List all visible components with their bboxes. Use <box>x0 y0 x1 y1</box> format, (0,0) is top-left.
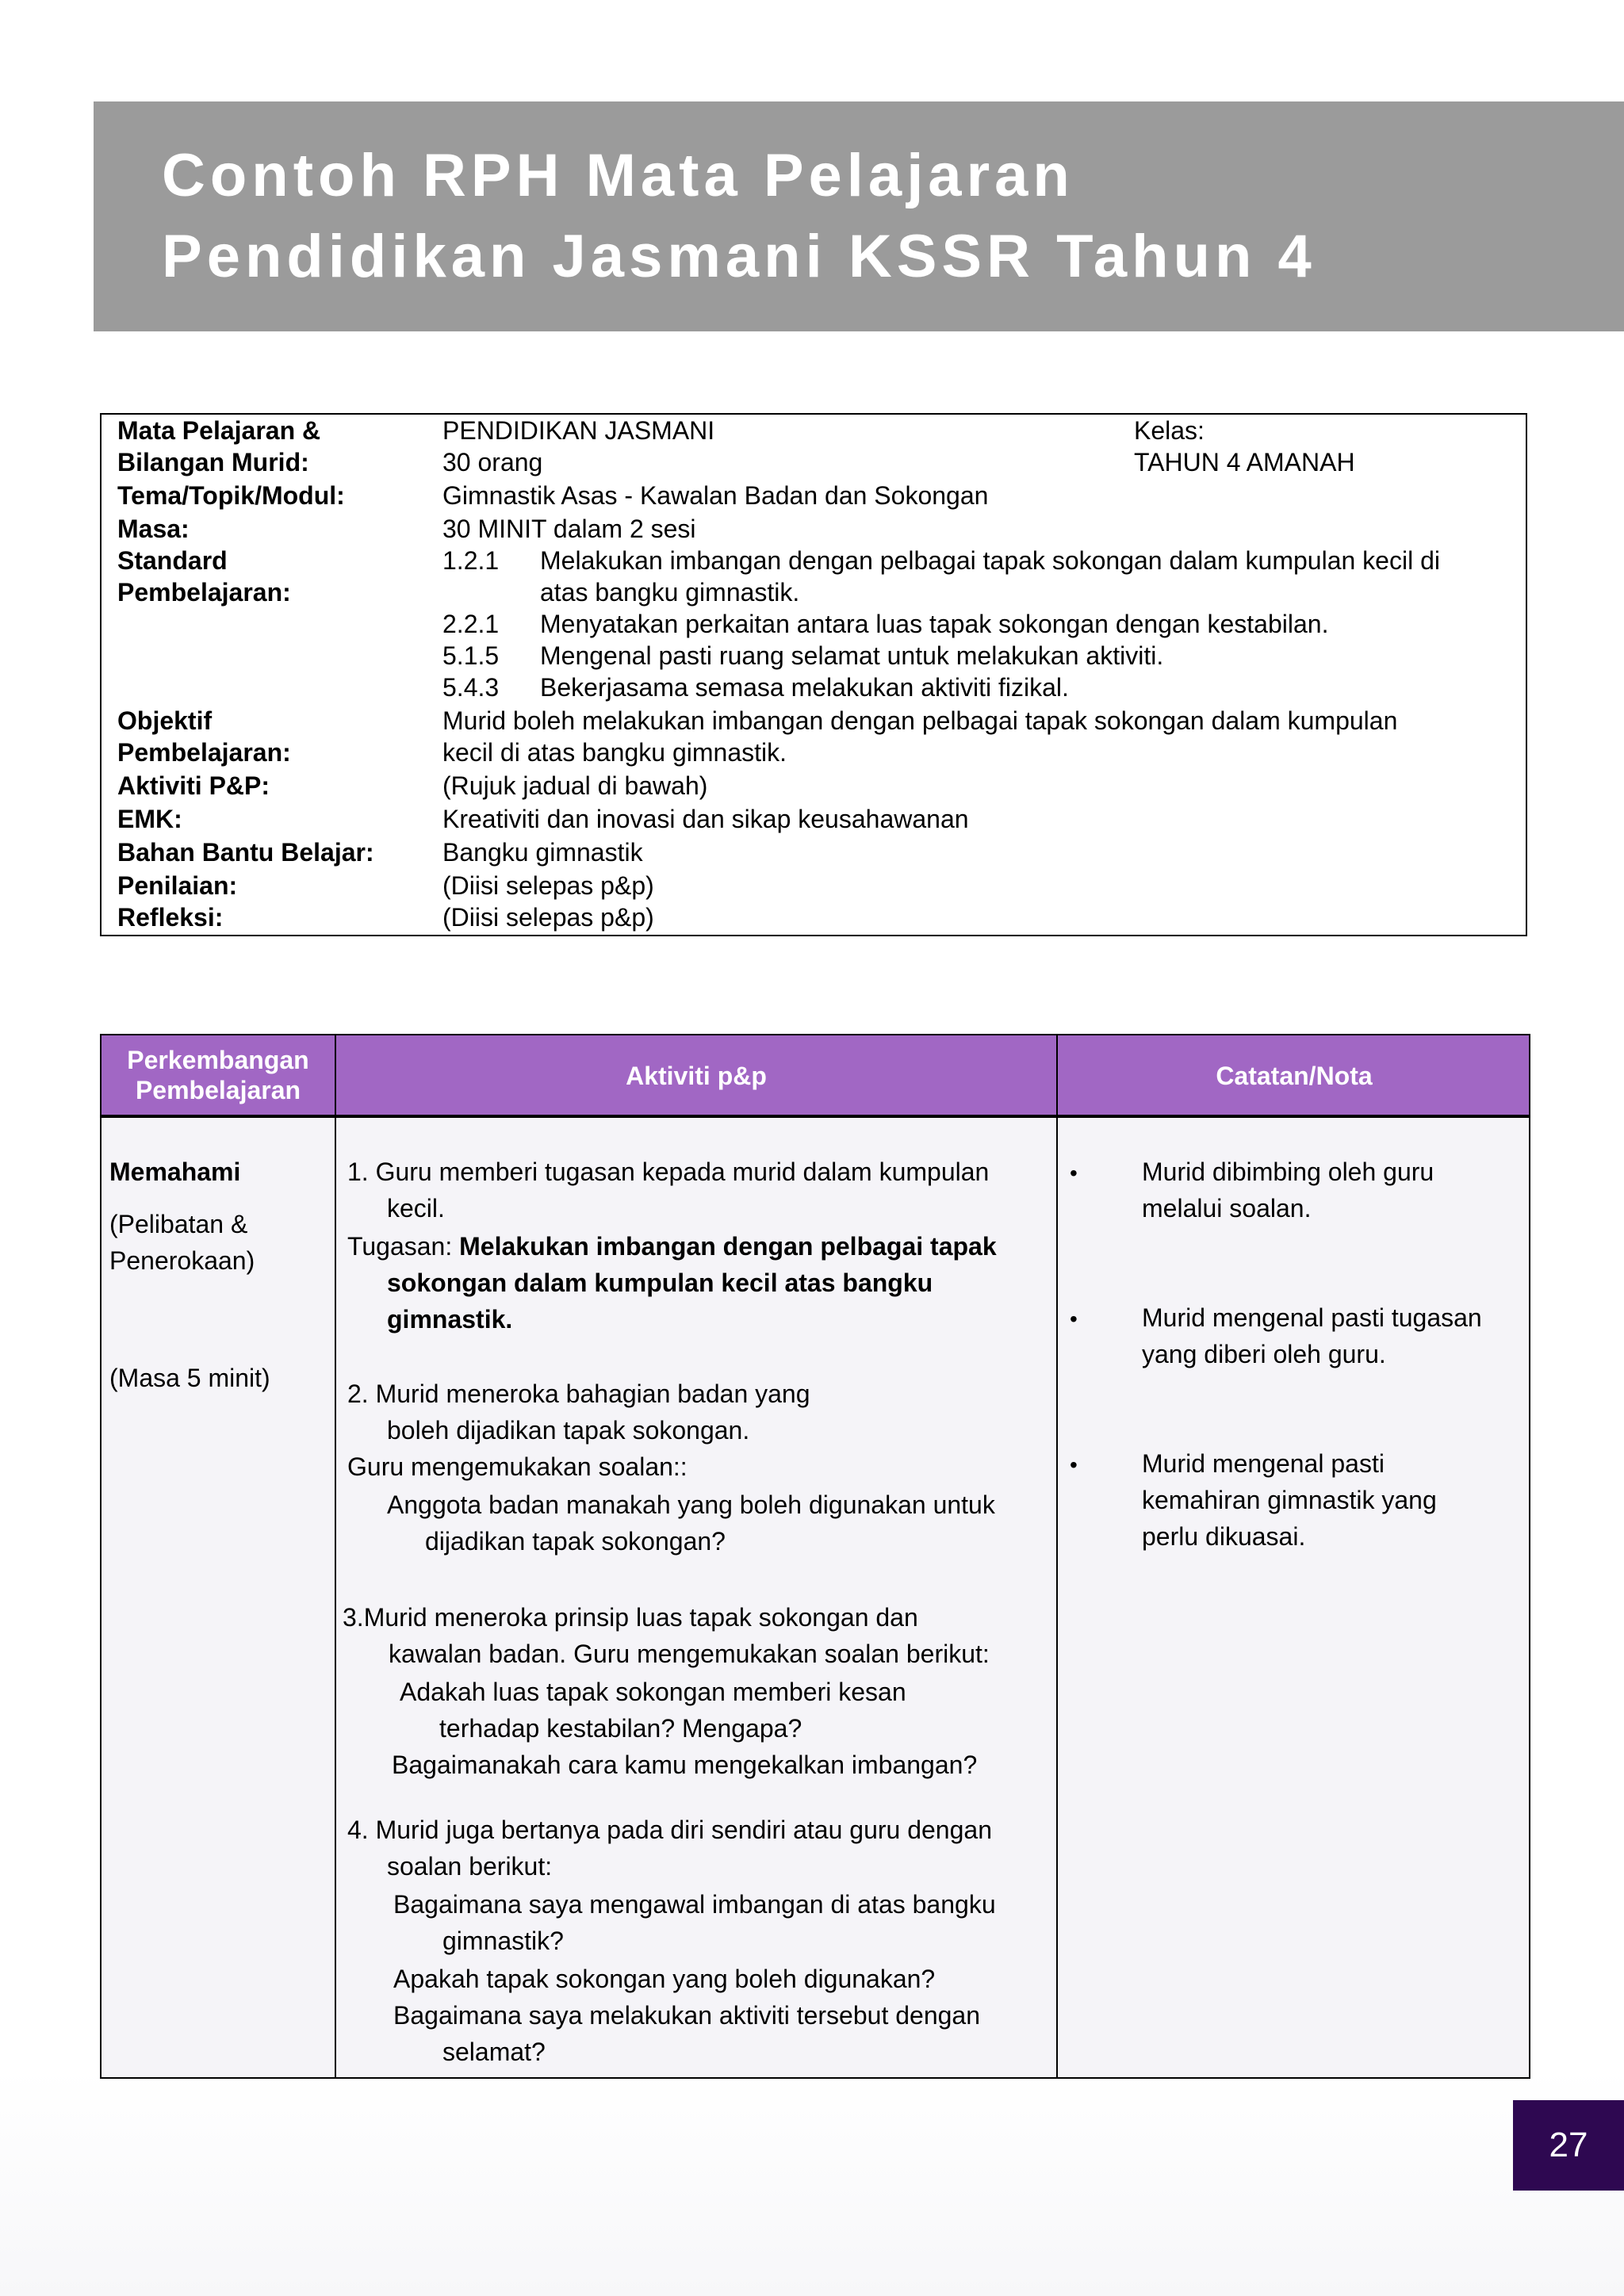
material-label: Bahan Bantu Belajar: <box>117 838 374 867</box>
page-title-line-1: Contoh RPH Mata Pelajaran <box>162 142 1074 209</box>
header-development <box>102 1045 335 1105</box>
activity-line: Bagaimanakah cara kamu mengekalkan imbangan? <box>392 1751 978 1779</box>
activity-line: kawalan badan. Guru mengemukakan soalan berikut: <box>389 1640 990 1668</box>
standard-text: Bekerjasama semasa melakukan aktiviti fizikal. <box>540 673 1069 702</box>
activity-line: gimnastik? <box>442 1927 564 1955</box>
subject-label: Mata Pelajaran & <box>117 416 321 445</box>
emk-label: EMK: <box>117 805 182 833</box>
activity-line: 2. Murid meneroka bahagian badan yang <box>347 1380 810 1408</box>
activity-line: 3.Murid meneroka prinsip luas tapak sokongan dan <box>343 1603 918 1632</box>
students-label: Bilangan Murid: <box>117 448 309 476</box>
reflection-value: (Diisi selepas p&p) <box>442 903 654 932</box>
standard-code: 5.1.5 <box>442 641 500 670</box>
standard-code: 2.2.1 <box>442 610 500 638</box>
activity-line: kecil. <box>387 1194 445 1223</box>
title-banner <box>94 101 1624 331</box>
activity-line: soalan berikut: <box>387 1852 553 1881</box>
activity-line: Apakah tapak sokongan yang boleh digunakan? <box>393 1965 936 1993</box>
note-line: Murid mengenal pasti <box>1142 1449 1385 1478</box>
activity-line: 1. Guru memberi tugasan kepada murid dalam kumpulan <box>347 1158 990 1186</box>
objective-value-2: kecil di atas bangku gimnastik. <box>442 738 787 767</box>
standard-code: 1.2.1 <box>442 546 500 575</box>
note-line: Murid dibimbing oleh guru <box>1142 1158 1434 1186</box>
class-value: TAHUN 4 AMANAH <box>1134 448 1355 476</box>
standard-code: 5.4.3 <box>442 673 500 702</box>
assessment-value: (Diisi selepas p&p) <box>442 871 654 900</box>
standard-label-1: Standard <box>117 546 228 575</box>
page-title-line-2: Pendidikan Jasmani KSSR Tahun 4 <box>162 223 1316 290</box>
activity-line: Bagaimana saya mengawal imbangan di atas bangku <box>393 1890 996 1919</box>
note-line: melalui soalan. <box>1142 1194 1312 1223</box>
header-activity: Aktiviti p&p <box>626 1062 767 1090</box>
activity-label: Aktiviti P&P: <box>117 771 270 800</box>
header-development-line-2: Pembelajaran <box>135 1076 301 1104</box>
class-label: Kelas: <box>1134 416 1205 445</box>
standard-label-2: Pembelajaran: <box>117 578 291 607</box>
page-number: 27 <box>1513 2100 1624 2191</box>
lesson-info-table <box>100 413 1527 936</box>
activity-line: Guru mengemukakan soalan:: <box>347 1452 688 1481</box>
activity-line: terhadap kestabilan? Mengapa? <box>439 1714 802 1743</box>
time-label: Masa: <box>117 515 190 543</box>
note-line: perlu dikuasai. <box>1142 1522 1306 1551</box>
emk-value: Kreativiti dan inovasi dan sikap keusahawanan <box>442 805 969 833</box>
activity-table <box>100 1034 1530 2079</box>
objective-value-1: Murid boleh melakukan imbangan dengan pelbagai tapak sokongan dalam kumpulan <box>442 706 1398 735</box>
stage-sub-1: (Pelibatan & <box>109 1210 248 1238</box>
assessment-label: Penilaian: <box>117 871 238 900</box>
subject-value: PENDIDIKAN JASMANI <box>442 416 715 445</box>
reflection-label: Refleksi: <box>117 903 224 932</box>
stage-title: Memahami <box>109 1158 241 1186</box>
theme-value: Gimnastik Asas - Kawalan Badan dan Sokongan <box>442 481 989 510</box>
header-development-line-1: Perkembangan <box>127 1046 309 1074</box>
activity-line: 4. Murid juga bertanya pada diri sendiri atau guru dengan <box>347 1816 992 1844</box>
column-divider <box>335 1035 336 2077</box>
activity-line: Bagaimana saya melakukan aktiviti tersebut dengan <box>393 2001 980 2030</box>
task-label: Tugasan: <box>347 1232 460 1261</box>
standard-text: Melakukan imbangan dengan pelbagai tapak sokongan dalam kumpulan kecil di <box>540 546 1440 575</box>
activity-line: Adakah luas tapak sokongan memberi kesan <box>400 1678 906 1706</box>
objective-label-1: Objektif <box>117 706 213 735</box>
task-text: Melakukan imbangan dengan pelbagai tapak <box>459 1232 997 1261</box>
stage-duration: (Masa 5 minit) <box>109 1364 270 1392</box>
students-value: 30 orang <box>442 448 543 476</box>
time-value: 30 MINIT dalam 2 sesi <box>442 515 696 543</box>
page-background <box>0 2069 1624 2296</box>
activity-line: dijadikan tapak sokongan? <box>425 1527 726 1556</box>
material-value: Bangku gimnastik <box>442 838 643 867</box>
activity-value: (Rujuk jadual di bawah) <box>442 771 708 800</box>
activity-line: sokongan dalam kumpulan kecil atas bangku <box>387 1269 933 1297</box>
standard-text-cont: atas bangku gimnastik. <box>540 578 800 607</box>
activity-line <box>347 1232 997 1261</box>
activity-line: gimnastik. <box>387 1305 513 1334</box>
activity-line: selamat? <box>442 2038 546 2066</box>
header-notes: Catatan/Nota <box>1216 1062 1373 1090</box>
stage-sub-2: Penerokaan) <box>109 1246 255 1275</box>
bullet-icon: • <box>1070 1452 1078 1477</box>
activity-table-header <box>102 1035 1529 1116</box>
note-line: yang diberi oleh guru. <box>1142 1340 1386 1368</box>
column-divider <box>1056 1035 1058 2077</box>
activity-line: boleh dijadikan tapak sokongan. <box>387 1416 750 1445</box>
standard-text: Mengenal pasti ruang selamat untuk melakukan aktiviti. <box>540 641 1164 670</box>
bullet-icon: • <box>1070 1307 1078 1331</box>
standard-text: Menyatakan perkaitan antara luas tapak sokongan dengan kestabilan. <box>540 610 1329 638</box>
theme-label: Tema/Topik/Modul: <box>117 481 345 510</box>
objective-label-2: Pembelajaran: <box>117 738 291 767</box>
bullet-icon: • <box>1070 1161 1078 1185</box>
note-line: kemahiran gimnastik yang <box>1142 1486 1437 1514</box>
header-divider <box>102 1116 1529 1118</box>
activity-line: Anggota badan manakah yang boleh digunakan untuk <box>387 1490 995 1519</box>
note-line: Murid mengenal pasti tugasan <box>1142 1303 1482 1332</box>
